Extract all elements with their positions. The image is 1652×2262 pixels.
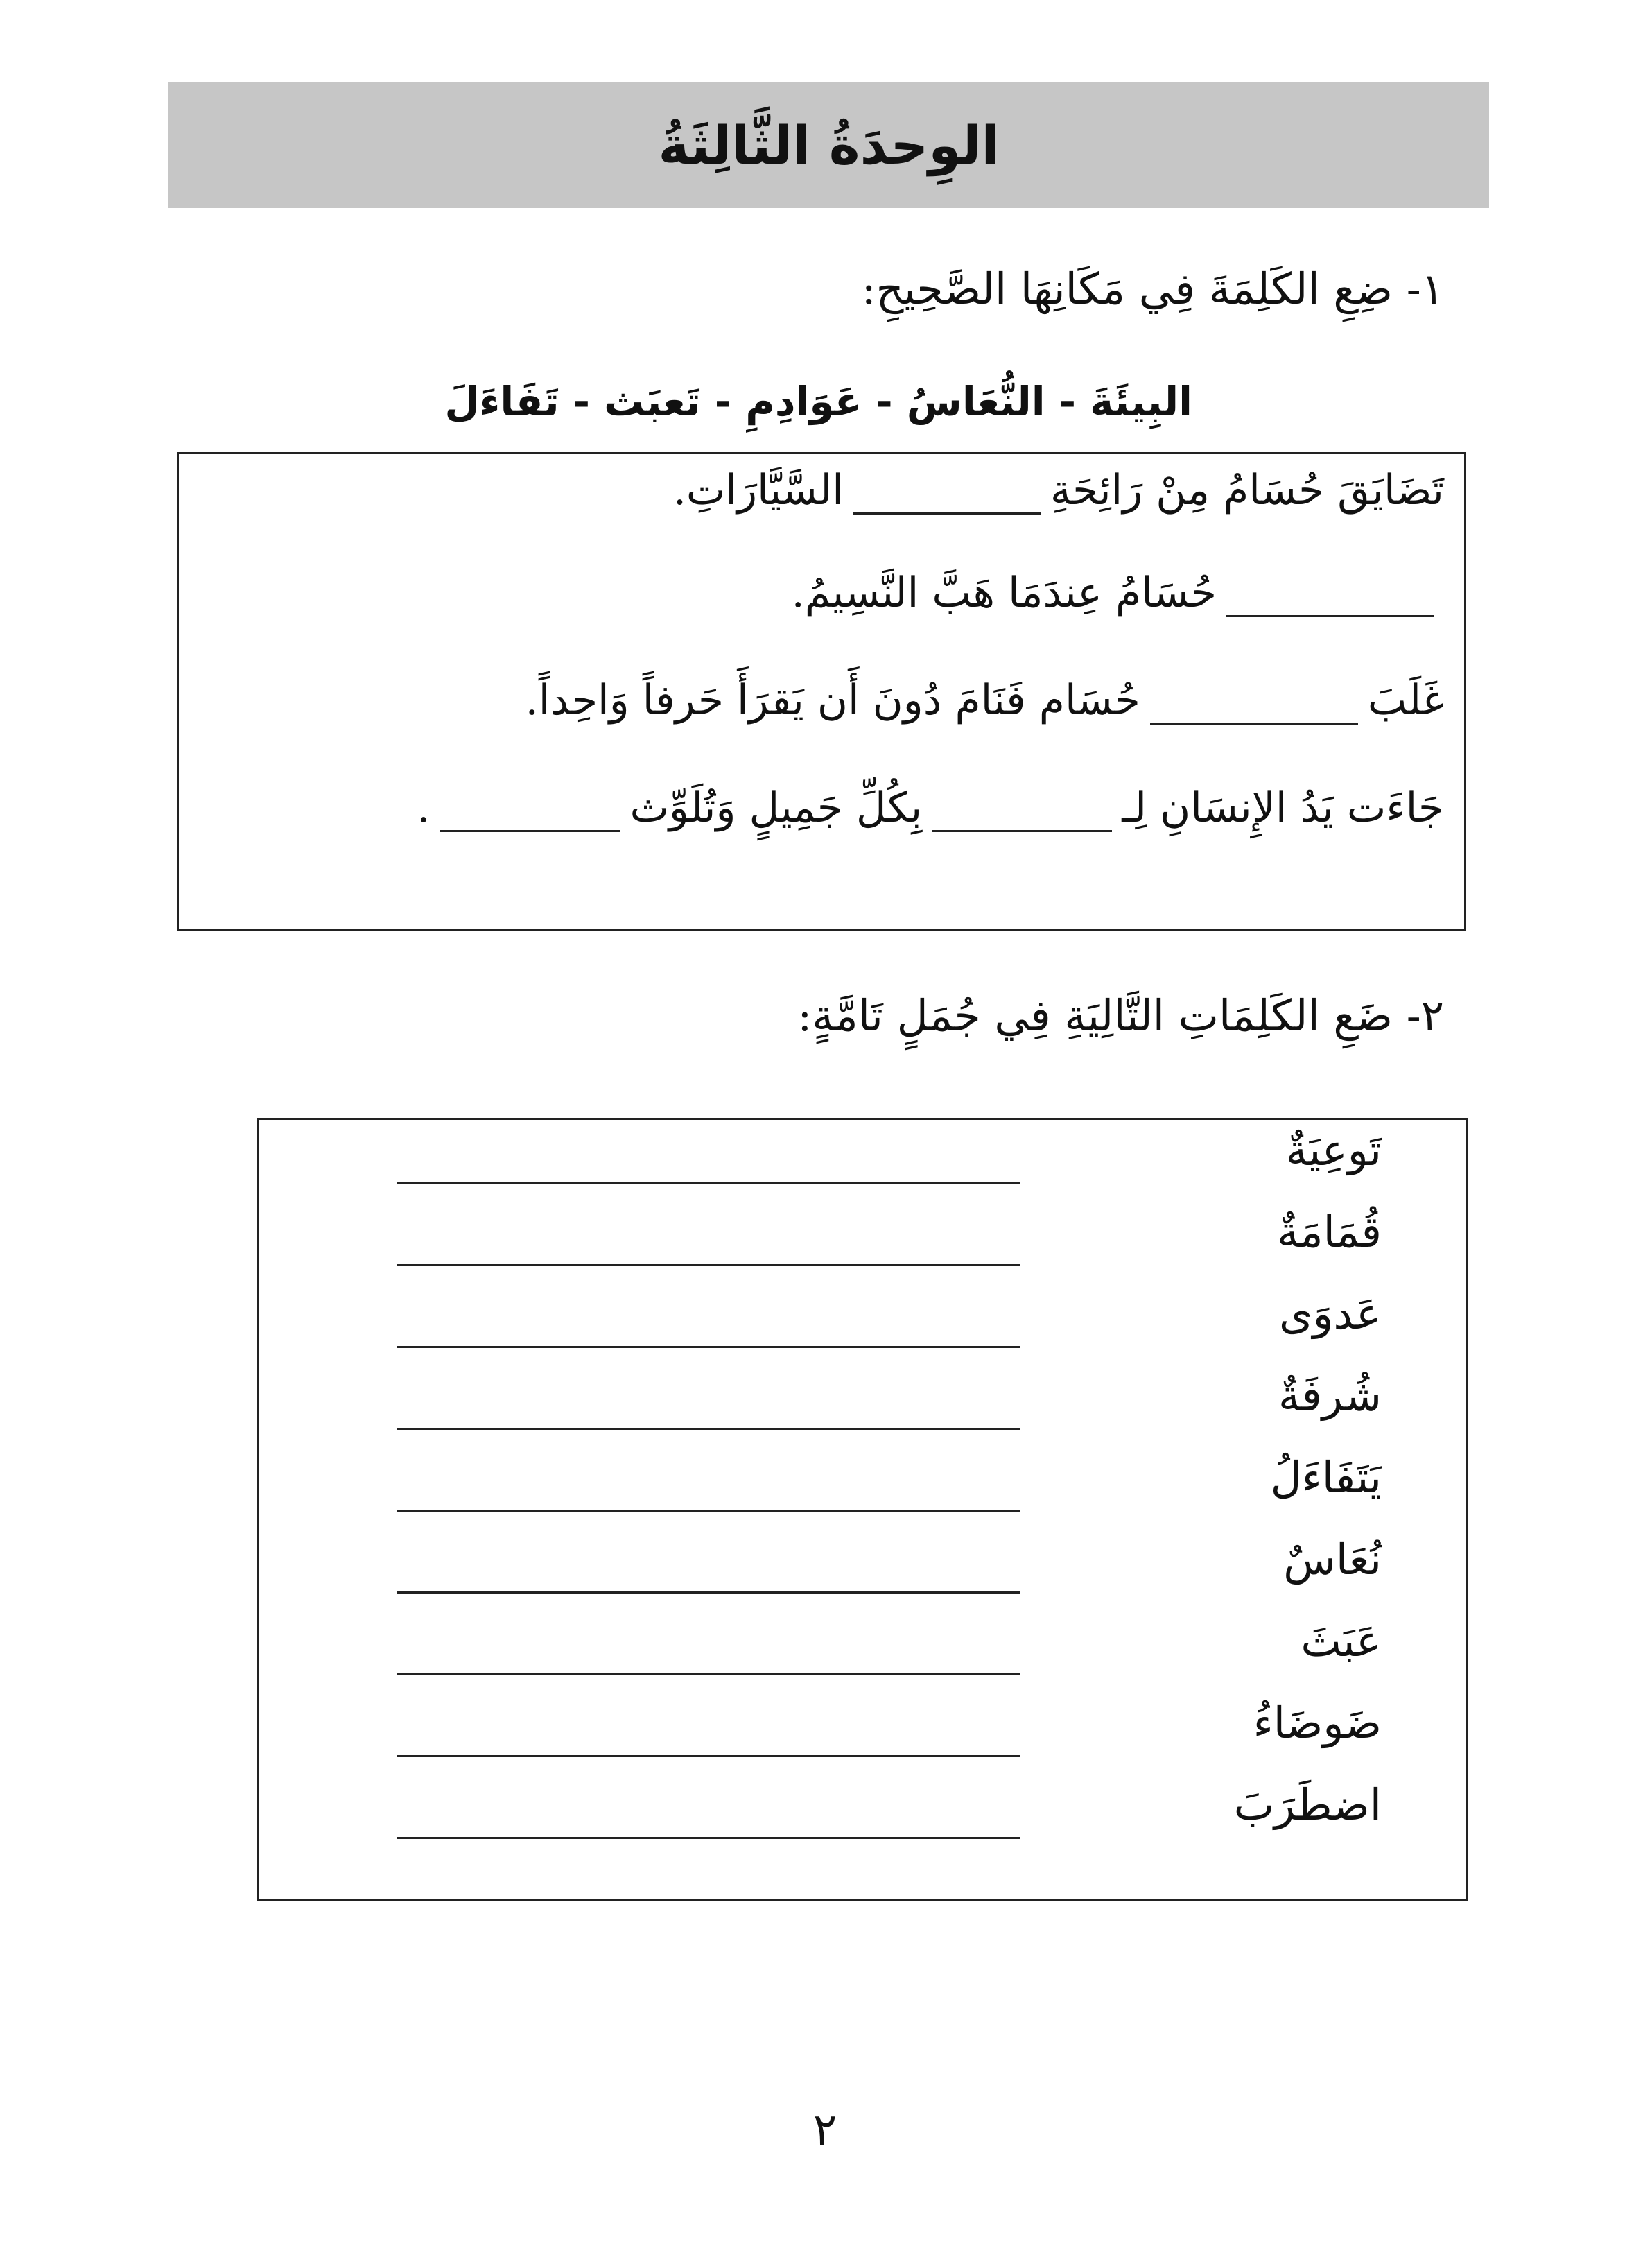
sentence-4-blank-2[interactable] xyxy=(440,797,620,832)
page-number: ٢ xyxy=(812,2105,837,2156)
sentence-4-blank-1[interactable] xyxy=(932,797,1112,832)
vocab-word-6: نُعَاسٌ xyxy=(1283,1534,1382,1585)
exercise2-heading: ٢- ضَعِ الكَلِمَاتِ التَّالِيَةِ فِي جُمَلٍ تَامَّةٍ: xyxy=(797,990,1444,1041)
vocab-word-5: يَتَفَاءَلُ xyxy=(1270,1452,1382,1503)
unit-title: الوِحدَةُ الثَّالِثَةُ xyxy=(658,114,1000,176)
vocab-word-4: شُرفَةٌ xyxy=(1278,1370,1382,1421)
vocab-word-3: عَدوَى xyxy=(1278,1288,1382,1339)
vocab-word-9: اضطَرَبَ xyxy=(1233,1779,1382,1830)
vocab-word-2: قُمَامَةٌ xyxy=(1277,1207,1382,1257)
vocab-word-1: تَوعِيَةٌ xyxy=(1285,1125,1382,1175)
sentence-3 xyxy=(525,676,1444,725)
answer-line-4[interactable] xyxy=(397,1428,1020,1430)
sentence-2 xyxy=(792,569,1444,617)
vocab-word-8: ضَوضَاءُ xyxy=(1253,1698,1382,1748)
sentence-3-blank[interactable] xyxy=(1150,689,1358,725)
sentence-1-start: تَضَايَقَ حُسَامُ مِنْ رَائِحَةِ xyxy=(1050,466,1444,515)
sentence-1-blank[interactable] xyxy=(853,479,1041,515)
sentence-4-middle: بِكُلِّ جَمِيلٍ وَتُلَوِّث xyxy=(629,784,923,832)
sentence-3-end: حُسَام فَنَامَ دُونَ أَن يَقرَأَ حَرفاً وَاحِداً. xyxy=(525,676,1140,725)
answer-line-5[interactable] xyxy=(397,1510,1020,1512)
answer-line-3[interactable] xyxy=(397,1346,1020,1348)
answer-line-9[interactable] xyxy=(397,1837,1020,1839)
answer-line-7[interactable] xyxy=(397,1673,1020,1675)
word-bank: البِيئَةَ - النُّعَاسُ - عَوَادِمِ - تَعبَث - تَفَاءَلَ xyxy=(444,378,1192,425)
answer-line-6[interactable] xyxy=(397,1591,1020,1594)
exercise1-heading: ١- ضِعِ الكَلِمَةَ فِي مَكَانِهَا الصَّحِيحِ: xyxy=(861,264,1444,314)
sentence-4-end: . xyxy=(417,784,431,832)
sentence-2-blank[interactable] xyxy=(1226,582,1434,617)
answer-line-8[interactable] xyxy=(397,1755,1020,1757)
sentence-1 xyxy=(673,466,1444,515)
sentence-1-end: السَّيَّارَاتِ. xyxy=(672,466,844,515)
sentence-4 xyxy=(417,784,1444,832)
vocab-word-7: عَبَثَ xyxy=(1301,1616,1382,1666)
sentence-4-start: جَاءَت يَدُ الإِنسَانِ لِـ xyxy=(1122,784,1444,832)
sentence-2-end: حُسَامُ عِندَمَا هَبَّ النَّسِيمُ. xyxy=(791,569,1217,617)
answer-line-1[interactable] xyxy=(397,1182,1020,1184)
answer-line-2[interactable] xyxy=(397,1264,1020,1266)
sentence-3-start: غَلَبَ xyxy=(1367,676,1444,725)
